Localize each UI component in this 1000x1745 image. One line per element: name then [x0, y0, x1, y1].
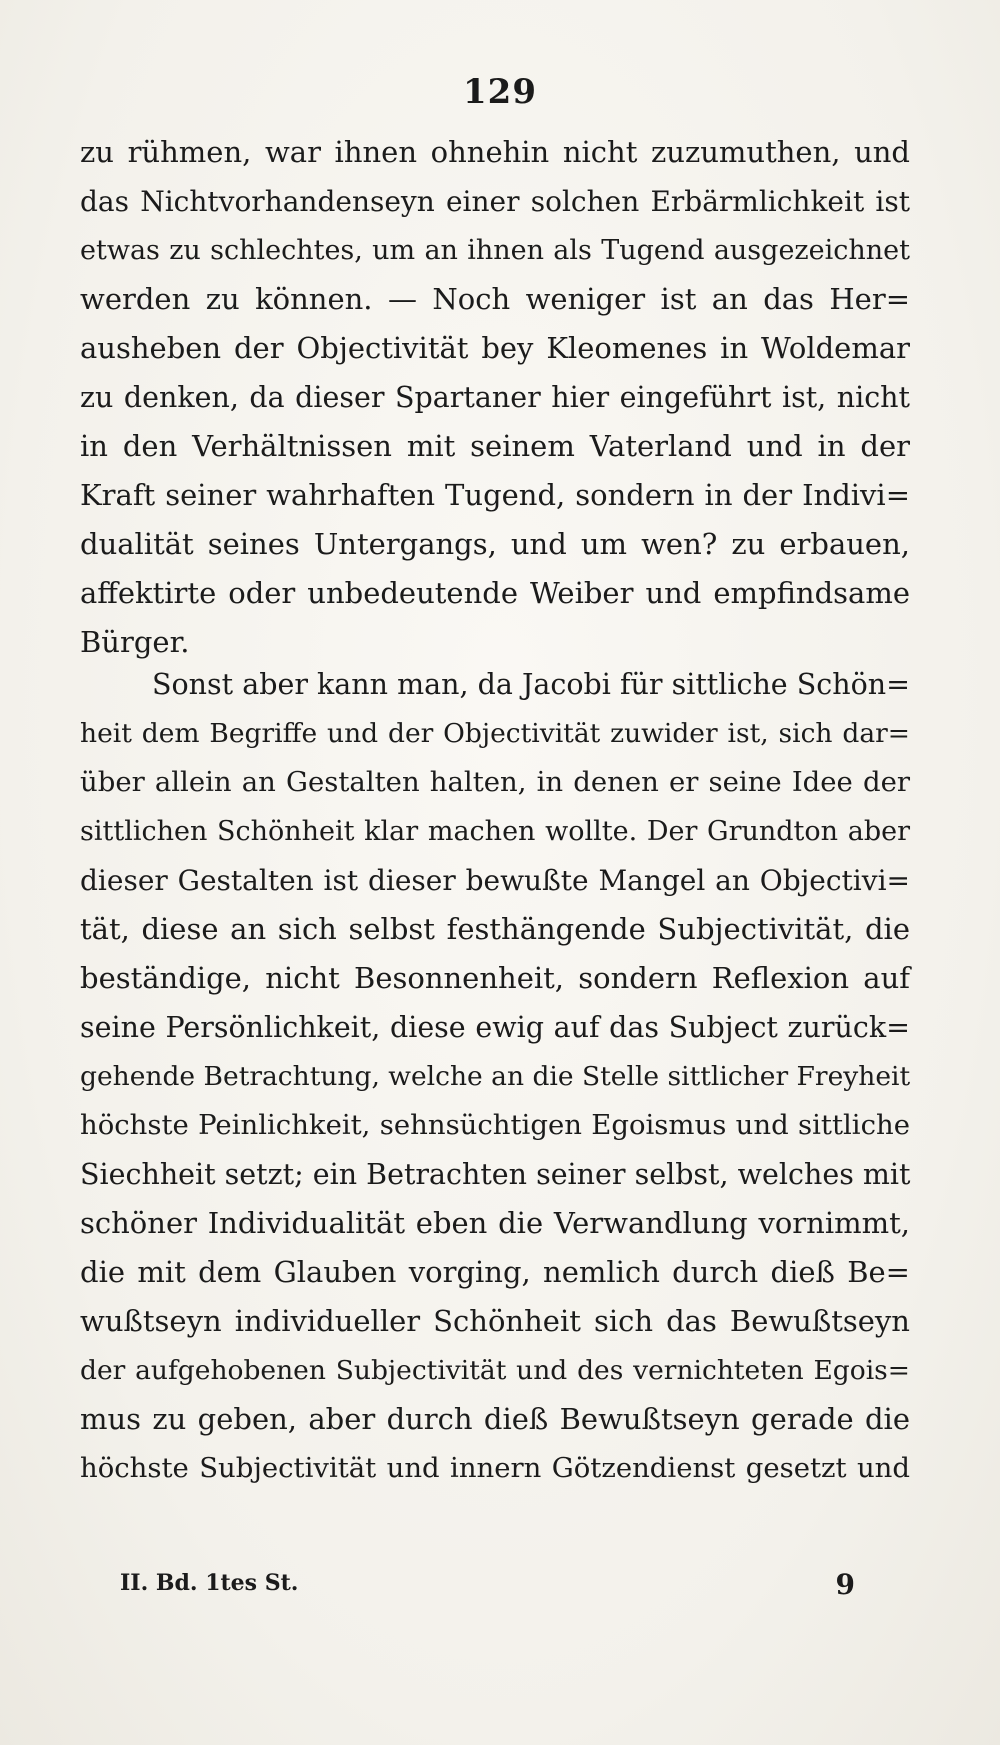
text-line: in den Verhältnissen mit seinem Vaterland und in der	[80, 429, 910, 463]
text-line: seine Persönlichkeit, diese ewig auf das Subject zurück=	[80, 1011, 910, 1044]
paragraph	[80, 660, 910, 1493]
text-line: beständige, nicht Besonnenheit, sondern Reflexion auf	[80, 961, 910, 995]
text-line: der aufgehobenen Subjectivität und des vernichteten Egois=	[80, 1355, 910, 1386]
text-line: höchste Peinlichkeit, sehnsüchtigen Egoismus und sittliche	[80, 1109, 910, 1141]
text-line: über allein an Gestalten halten, in denen er seine Idee der	[80, 766, 910, 798]
page-number: 129	[463, 72, 537, 112]
text-line: ausheben der Objectivität bey Kleomenes in Woldemar	[80, 331, 910, 365]
text-line: sittlichen Schönheit klar machen wollte. Der Grundton aber	[80, 816, 910, 847]
text-line: zu denken, da dieser Spartaner hier eingeführt ist, nicht	[80, 381, 910, 414]
text-line: das Nichtvorhandenseyn einer solchen Erbärmlichkeit ist	[80, 185, 910, 218]
text-line: tät, diese an sich selbst festhängende Subjectivität, die	[80, 912, 910, 946]
text-line: werden zu können. — Noch weniger ist an das Her=	[80, 282, 910, 316]
paragraph-continuation	[80, 128, 910, 667]
text-line: dualität seines Untergangs, und um wen? zu erbauen,	[80, 527, 910, 561]
text-line: höchste Subjectivität und innern Götzendienst gesetzt und	[80, 1452, 910, 1484]
text-line: schöner Individualität eben die Verwandlung vornimmt,	[80, 1206, 910, 1240]
text-line: Sonst aber kann man, da Jacobi für sittliche Schön=	[152, 668, 910, 701]
sheet-number: 9	[835, 1568, 855, 1601]
text-line: wußtseyn individueller Schönheit sich das Bewußtseyn	[80, 1304, 910, 1338]
text-line: Kraft seiner wahrhaften Tugend, sondern in der Indivi=	[80, 478, 910, 512]
text-line: gehende Betrachtung, welche an die Stelle sittlicher Freyheit	[80, 1061, 911, 1092]
text-line: affektirte oder unbedeutende Weiber und empfindsame	[80, 576, 910, 610]
signature-mark: II. Bd. 1tes St.	[120, 1570, 299, 1596]
text-line: die mit dem Glauben vorging, nemlich durch dieß Be=	[80, 1255, 910, 1289]
text-line: etwas zu schlechtes, um an ihnen als Tugend ausgezeichnet	[80, 235, 910, 266]
text-line: dieser Gestalten ist dieser bewußte Mangel an Objectivi=	[80, 864, 910, 897]
text-line: zu rühmen, war ihnen ohnehin nicht zuzumuthen, und	[80, 135, 910, 169]
text-line: Siechheit setzt; ein Betrachten seiner selbst, welches mit	[80, 1158, 911, 1191]
text-line: heit dem Begriffe und der Objectivität zuwider ist, sich dar=	[80, 718, 910, 749]
page-footer	[0, 1570, 1000, 1610]
text-line: mus zu geben, aber durch dieß Bewußtseyn gerade die	[80, 1402, 910, 1436]
text-line: Bürger.	[80, 625, 190, 659]
